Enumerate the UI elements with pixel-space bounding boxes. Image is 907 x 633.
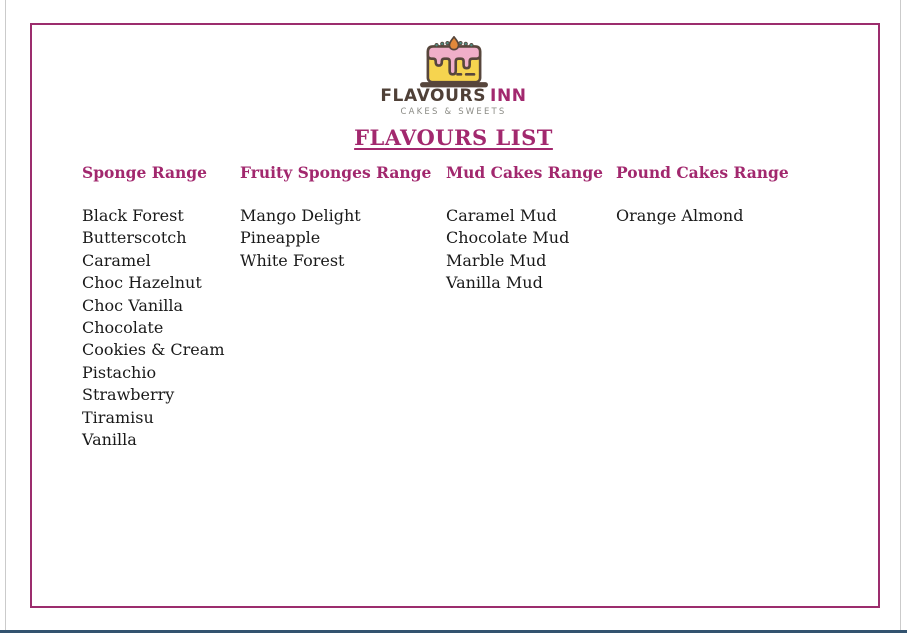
flavour-columns: [0, 163, 907, 583]
flavour-item: Tiramisu: [82, 407, 154, 427]
column-sponge-range: [82, 163, 224, 451]
flavour-item: Chocolate: [82, 318, 164, 338]
flavour-list: [616, 205, 789, 227]
column-pound-cakes-range: [616, 163, 789, 227]
flavour-item: Pineapple: [240, 228, 321, 248]
column-header: Fruity Sponges Range: [240, 163, 432, 182]
flavour-list: [240, 205, 431, 272]
cake-logo-icon: [408, 36, 500, 90]
flavour-item: Choc Vanilla: [82, 295, 184, 315]
column-header: Pound Cakes Range: [616, 163, 789, 182]
column-mud-cakes-range: [446, 163, 603, 295]
flavour-item: Caramel Mud: [446, 206, 557, 225]
brand-name: [0, 87, 907, 106]
flavour-item: Marble Mud: [446, 250, 547, 270]
brand-name-flavours: FLAVOURS: [380, 86, 487, 106]
column-header: Sponge Range: [82, 163, 207, 182]
flavour-item: Vanilla: [82, 430, 137, 450]
flavour-item: Strawberry: [82, 385, 175, 405]
brand-tagline: CAKES & SWEETS: [400, 107, 507, 117]
flavour-item: Pistachio: [82, 362, 157, 382]
logo-block: [0, 36, 907, 149]
column-header: Mud Cakes Range: [446, 163, 604, 182]
flavour-item: Butterscotch: [82, 228, 187, 248]
page-title: FLAVOURS LIST: [354, 125, 553, 150]
flavour-item: Black Forest: [82, 206, 184, 225]
flavour-item: Choc Hazelnut: [82, 273, 202, 293]
flavour-item: Vanilla Mud: [446, 273, 543, 293]
flavour-item: Caramel: [82, 250, 151, 270]
brand-name-inn: INN: [490, 86, 527, 106]
column-fruity-sponges-range: [240, 163, 431, 272]
flavour-list: [82, 205, 224, 451]
flavour-list: [446, 205, 603, 295]
flavour-item: Mango Delight: [240, 206, 361, 225]
flavour-item: Chocolate Mud: [446, 228, 570, 248]
flavour-item: Orange Almond: [616, 206, 744, 225]
flavour-item: Cookies & Cream: [82, 340, 225, 360]
flavour-item: White Forest: [240, 250, 345, 270]
